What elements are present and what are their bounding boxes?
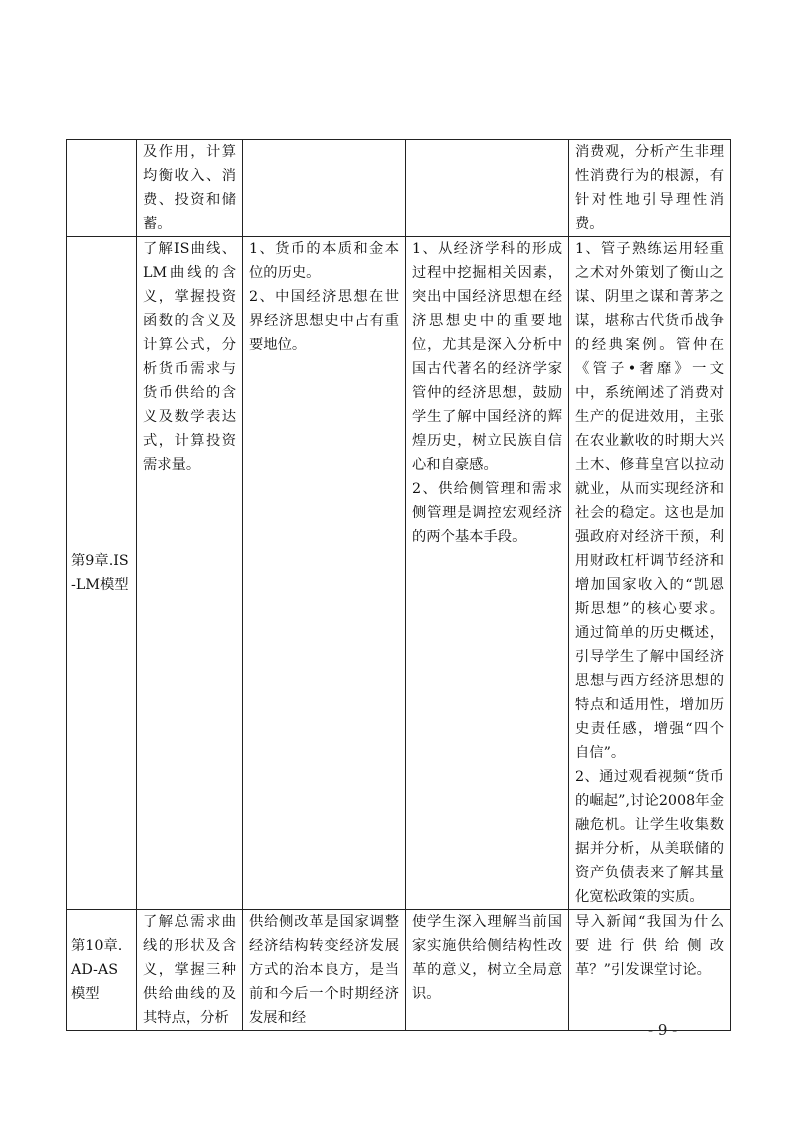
ideology-cell [406,140,569,237]
table-row [67,237,731,910]
objectives-cell: 了解总需求曲线的形状及含义，掌握三种供给曲线的及其特点，分析 [137,910,243,1031]
content-cell: 供给侧改革是国家调整经济结构转变经济发展方式的治本良方，是当前和今后一个时期经济发展和经 [243,910,406,1031]
objectives-cell: 了解IS曲线、LM曲线的含义，掌握投资函数的含义及计算公式，分析货币需求与货币供给的含义及数学表达式，计算投资需求量。 [137,237,243,910]
content-cell [243,140,406,237]
chapter-cell: 第9章.IS-LM模型 [67,237,137,910]
course-table [66,139,731,1031]
page-number: - 9 - [648,1021,678,1039]
table-row [67,140,731,237]
method-cell: 1、管子熟练运用轻重之术对外策划了衡山之谋、阴里之谋和菁茅之谋，堪称古代货币战争的经典案例。管仲在《管子•奢靡》一文中，系统阐述了消费对生产的促进效用，主张在农业歉收的时期大兴土木、修葺皇宫以拉动就业，从而实现经济和社会的稳定。这也是加强政府对经济干预，利用财政杠杆调节经济和增加国家收入的“凯恩斯思想”的核心要求。通过简单的历史概述，引导学生了解中国经济思想与西方经济思想的特点和适用性，增加历史责任感，增强“四个自信”。 2、通过观看视频“货币的崛起”,讨论2008年金融危机。让学生收集数据并分析，从美联储的资产负债表来了解其量化宽松政策的实质。 [569,237,731,910]
table-row [67,910,731,1031]
content-cell: 1、货币的本质和金本位的历史。 2、中国经济思想在世界经济思想史中占有重要地位。 [243,237,406,910]
objectives-cell: 及作用，计算均衡收入、消费、投资和储蓄。 [137,140,243,237]
ideology-cell: 使学生深入理解当前国家实施供给侧结构性改革的意义，树立全局意识。 [406,910,569,1031]
chapter-cell: 第10章.AD-AS模型 [67,910,137,1031]
ideology-cell: 1、从经济学科的形成过程中挖掘相关因素，突出中国经济思想在经济思想史中的重要地位，尤其是深入分析中国古代著名的经济学家管仲的经济思想，鼓励学生了解中国经济的辉煌历史，树立民族自信心和自豪感。 2、供给侧管理和需求侧管理是调控宏观经济的两个基本手段。 [406,237,569,910]
method-cell: 导入新闻“我国为什么要进行供给侧改革？”引发课堂讨论。 [569,910,731,1031]
method-cell: 消费观，分析产生非理性消费行为的根源，有针对性地引导理性消费。 [569,140,731,237]
chapter-cell [67,140,137,237]
